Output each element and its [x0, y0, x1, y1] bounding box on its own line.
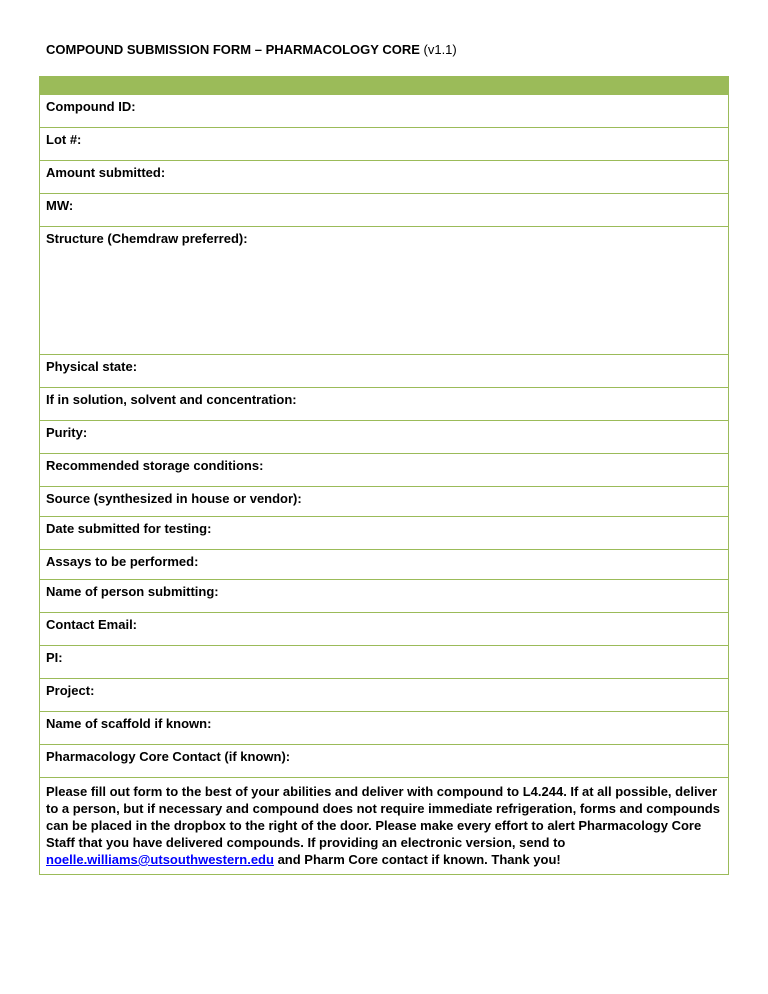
field-amount-submitted[interactable]	[40, 160, 728, 193]
field-label: Contact Email:	[46, 617, 138, 632]
field-physical-state[interactable]	[40, 354, 728, 387]
field-assays[interactable]	[40, 549, 728, 579]
field-label: Purity:	[46, 425, 88, 440]
field-solvent-concentration[interactable]	[40, 387, 728, 420]
instructions-closing: and Pharm Core contact if known. Thank you!	[273, 852, 561, 867]
field-label: Compound ID:	[46, 99, 136, 114]
field-label: Name of person submitting:	[46, 584, 219, 599]
field-date-submitted[interactable]	[40, 516, 728, 549]
field-label: Recommended storage conditions:	[46, 458, 264, 473]
field-label: Physical state:	[46, 359, 138, 374]
field-structure[interactable]	[40, 226, 728, 354]
field-label: MW:	[46, 198, 74, 213]
field-label: PI:	[46, 650, 63, 665]
instructions-note	[40, 777, 728, 874]
email-link[interactable]: noelle.williams@utsouthwestern.edu	[46, 852, 274, 867]
form-version: (v1.1)	[423, 42, 457, 57]
field-label: Name of scaffold if known:	[46, 716, 212, 731]
field-label: Pharmacology Core Contact (if known):	[46, 749, 291, 764]
field-label: Amount submitted:	[46, 165, 166, 180]
field-compound-id[interactable]	[40, 94, 728, 127]
field-label: Assays to be performed:	[46, 554, 199, 569]
field-core-contact[interactable]	[40, 744, 728, 777]
field-mw[interactable]	[40, 193, 728, 226]
field-label: If in solution, solvent and concentration:	[46, 392, 297, 407]
field-contact-email[interactable]	[40, 612, 728, 645]
field-source[interactable]	[40, 486, 728, 516]
field-label: Project:	[46, 683, 95, 698]
field-project[interactable]	[40, 678, 728, 711]
form-title: COMPOUND SUBMISSION FORM – PHARMACOLOGY CORE	[46, 42, 420, 57]
instructions-text: Please fill out form to the best of your abilities and deliver with compound to L4.244. If at all possible, deliver to a person, but if necessary and compound does not require immediate refrigeration, forms and compounds can be placed in the dropbox to the right of the door. Please make every effort to alert Pharmacology Core Staff that you have delivered compounds. If providing an electronic version, send to	[46, 784, 720, 850]
field-lot-number[interactable]	[40, 127, 728, 160]
field-label: Date submitted for testing:	[46, 521, 212, 536]
field-purity[interactable]	[40, 420, 728, 453]
field-pi[interactable]	[40, 645, 728, 678]
field-scaffold-name[interactable]	[40, 711, 728, 744]
table-header-bar	[40, 77, 728, 94]
field-label: Source (synthesized in house or vendor):	[46, 491, 302, 506]
field-label: Structure (Chemdraw preferred):	[46, 231, 248, 246]
submission-form-table	[39, 76, 729, 875]
page-title	[46, 42, 457, 57]
field-label: Lot #:	[46, 132, 82, 147]
field-storage-conditions[interactable]	[40, 453, 728, 486]
field-submitter-name[interactable]	[40, 579, 728, 612]
